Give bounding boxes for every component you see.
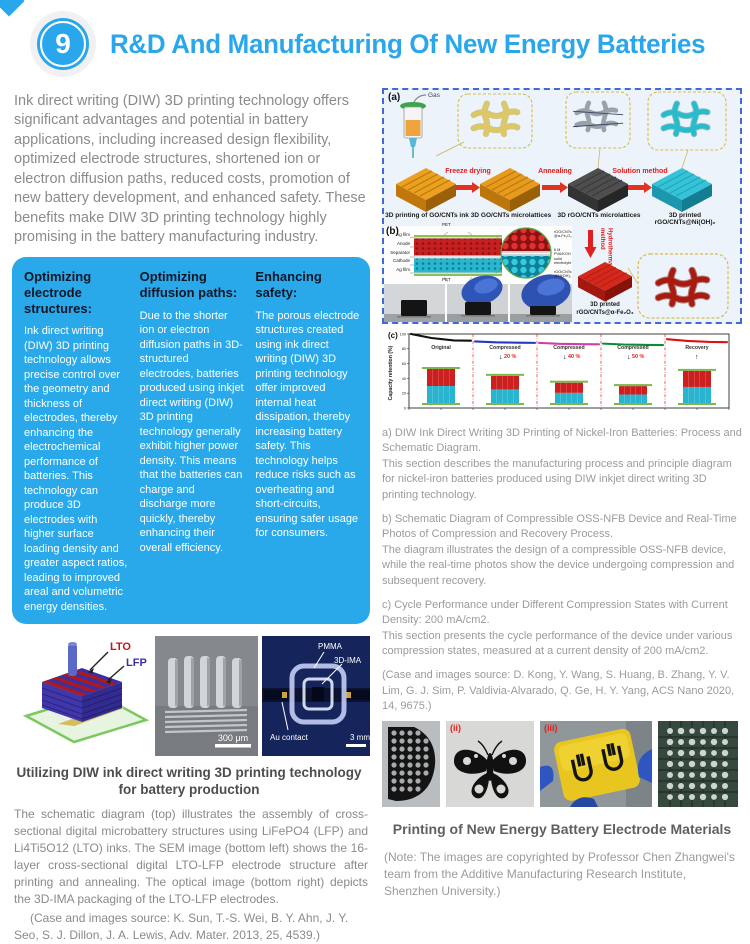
go-sheet-inset (458, 94, 532, 148)
svg-text:↓: ↓ (627, 354, 631, 361)
benefits-box (12, 257, 370, 624)
benefit-body: The porous electrode structures created using ink direct writing (DIW) 3D printing technology offer improved internal heat dissipation, thereby increasing battery safety. This technology helps reduce risks such as overheating and short-circuits, ensuring safer usage for consumers. (255, 309, 360, 540)
svg-text:0: 0 (403, 406, 406, 411)
right-figure-source: (Case and images source: D. Kong, Y. Wang, S. Huang, B. Zhang, Y. V. Lim, G. J. Sim, P. Valdivia-Alvarado, Q. Ge, H. Y. Yang, ACS Nano 2020, 14, 9675.) (382, 669, 735, 713)
print-nozzle (68, 644, 77, 676)
svg-text:↓: ↓ (499, 354, 503, 361)
svg-text:60: 60 (401, 362, 406, 366)
panel-a-label: (a) (388, 92, 401, 103)
svg-text:20 %: 20 % (504, 354, 517, 360)
chart-ylabel: Capacity retention (%) (388, 345, 394, 401)
left-figure-source: (Case and images source: K. Sun, T.-S. Wei, B. Y. Ahn, J. Y. Seo, S. J. Dillon, J. A. Lewis, Adv. Mater. 2013, 25, 4539.) (14, 911, 349, 943)
svg-text:50 %: 50 % (632, 354, 645, 360)
ag-film-bottom-label: Ag film (396, 267, 410, 272)
cycle-performance-chart (382, 328, 740, 420)
au-contact-label: Au contact (270, 733, 308, 743)
description-c-title: c) Cycle Performance under Different Compression States with Current Density: 200 mA/cm2. (382, 598, 728, 627)
page-title: R&D And Manufacturing Of New Energy Batteries (110, 28, 706, 59)
description-c-body: This section presents the cycle performance of the device under various compression states, measured at a current density of 200 mA/cm2. (382, 629, 733, 658)
benefit-body: Due to the shorter ion or electron diffusion paths in 3D-structured electrodes, batteries produced using inkjet direct writing (DIW) 3D printing technology generally exhibit higher power density. This means that the batteries can charge and discharge more quickly, thereby enhancing their overall efficiency. (139, 309, 244, 554)
microlattice-dots-image (658, 721, 738, 807)
sem-scale-label: 300 μm (218, 733, 249, 744)
badge-circle (37, 18, 89, 70)
panel-a (384, 90, 740, 226)
inset-label-nioh2: rGO/CNTs @Ni(OH)₂ (554, 270, 572, 279)
inset-label-fe2o3: rGO/CNTs @α-Fe₂O₃ (554, 230, 572, 239)
bottom-heading: Printing of New Energy Battery Electrode Materials (392, 820, 732, 837)
description-a (382, 426, 742, 503)
right-descriptions (382, 426, 742, 715)
device-stack-schematic (410, 232, 502, 282)
image-tag-iii: (iii) (544, 722, 558, 733)
process-figure-panel (382, 88, 742, 324)
flexible-film-image (540, 721, 652, 807)
syringe-icon (400, 95, 426, 158)
optical-art (262, 636, 370, 756)
svg-text:40 %: 40 % (568, 354, 581, 360)
freeze-drying-arrow-label: Freeze drying (445, 168, 491, 175)
copyright-note: (Note: The images are copyrighted by Professor Chen Zhangwei's team from the Additive Manufacturing Research Institute, Shenzhen University.) (384, 849, 735, 899)
ima-label: 3D-IMA (334, 656, 362, 666)
svg-text:Compressed: Compressed (489, 345, 521, 351)
badge-number: 9 (55, 28, 71, 59)
panel-b (384, 222, 740, 322)
flexible-film-art (540, 721, 652, 807)
red-lattice-inset (628, 254, 728, 318)
panel-a-art (384, 90, 732, 226)
rgo-sheet-inset (566, 92, 630, 148)
panel-b-label: (b) (386, 226, 399, 237)
svg-text:Recovery: Recovery (685, 345, 709, 351)
annealing-arrow-label: Annealing (538, 168, 572, 175)
pet-top-label: PET (442, 222, 451, 227)
description-a-title: a) DIW Ink Direct Writing 3D Printing of Nickel-Iron Batteries: Process and Schematic Diagram. (382, 427, 742, 455)
printed-electrode-images (382, 721, 742, 807)
section-number-badge (30, 11, 96, 77)
photo-original (384, 284, 445, 322)
solution-method-arrow-label: Solution method (612, 168, 668, 175)
panel-c-label: (c) (388, 331, 398, 340)
printed-label-line2: rGO/CNTs@α-Fe₂O₃ (576, 310, 634, 316)
lfp-label: LFP (126, 657, 147, 670)
benefit-column-electrode-structures (24, 269, 129, 614)
description-a-body: This section describes the manufacturing process and principle diagram for nickel-iron batteries produced using DIW inkjet direct writing 3D printing technology. (382, 457, 732, 501)
right-column (382, 86, 742, 944)
anode-label: Anode (396, 241, 410, 246)
inset-label-electrolyte: 6 M PVA/KOH solid electrolyte (554, 248, 572, 266)
left-figure-description: The schematic diagram (top) illustrates the assembly of cross-sectional digital microbattery structures using LiFePO4 (LFP) and Li4Ti5O12 (LTO) inks. The SEM image (bottom left) shows the 16-layer cross-sectional digital LTO-LFP electrode structure after printing and annealing. The optical image (bottom right) depicts the 3D-IMA packaging of the LTO-LFP electrodes. (14, 807, 368, 907)
optical-image (262, 636, 370, 756)
panel-c-chart (382, 328, 742, 420)
intro-paragraph: Ink direct writing (DIW) 3D printing technology offers significant advantages and potential in battery applications, including increased design flexibility, optimized electrode structures, shortened ion or electron diffusion paths, reduced costs, promotion of new battery development, and enhanced safety. These benefits make DIW 3D printing technology highly promising in the battery manufacturing industry. (14, 93, 366, 245)
sem-art (155, 636, 258, 756)
left-figure-caption: Utilizing DIW ink direct writing 3D printing technology for battery production (16, 765, 362, 798)
left-figure-strip (12, 636, 370, 756)
printed-label-line1: 3D printed (590, 302, 620, 308)
nioh2-lattice-inset (648, 92, 726, 150)
separator-label: Separator (390, 250, 410, 255)
description-c (382, 598, 742, 660)
lto-label: LTO (110, 641, 131, 654)
benefit-column-diffusion-paths (140, 269, 245, 614)
pet-bottom-label: PET (442, 277, 451, 282)
svg-text:40: 40 (401, 376, 406, 381)
benefit-heading: Optimizing electrode structures: (24, 269, 92, 316)
svg-text:↑: ↑ (695, 354, 699, 361)
cathode-label: Cathode (392, 258, 410, 263)
svg-text:Compressed: Compressed (617, 345, 649, 351)
description-b-body: The diagram illustrates the design of a compressible OSS-NFB device, while the real-time photos show the device undergoing compression and subsequent recovery. (382, 543, 735, 587)
butterfly-art (446, 721, 534, 807)
svg-text:Original: Original (431, 345, 451, 351)
ag-film-top-label: Ag film (396, 232, 410, 237)
svg-text:Compressed: Compressed (553, 345, 585, 351)
optical-scale-label: 3 mm (350, 733, 370, 743)
step-caption-2: 3D GO/CNTs microlattices (470, 212, 552, 219)
hydrothermal-arrow (585, 230, 597, 258)
gas-label: Gas (428, 92, 440, 99)
svg-text:20: 20 (401, 391, 406, 396)
left-column (8, 86, 370, 944)
benefit-heading: Optimizing diffusion paths: (139, 269, 238, 300)
sem-image (155, 636, 258, 756)
lto-lfp-schematic-art (12, 636, 151, 756)
description-b-title: b) Schematic Diagram of Compressible OSS-NFB Device and Real-Time Photos of Compression and Recovery Process. (382, 512, 737, 541)
printed-mesh-image (382, 721, 440, 807)
svg-text:↓: ↓ (563, 354, 567, 361)
step-caption-1: 3D printing of GO/CNTs ink (385, 212, 469, 219)
description-b (382, 512, 742, 589)
benefit-heading: Enhancing safety: (255, 269, 322, 300)
printed-butterfly-image (446, 721, 534, 807)
benefit-body: Ink direct writing (DIW) 3D printing technology allows precise control over the geometry and thickness of electrodes, thereby enhancing the electrochemical performance of batteries. This technology can produce 3D electrodes with higher surface loading density and greater aspect ratios, leading to improved areal and volumetric energy densities. (24, 325, 128, 613)
pmma-label: PMMA (318, 642, 343, 652)
dots-art (658, 721, 738, 807)
printed-mesh-art (382, 721, 440, 807)
step-caption-3: 3D rGO/CNTs microlattices (557, 212, 641, 219)
svg-text:80: 80 (401, 347, 406, 352)
page-header (0, 0, 750, 80)
benefit-column-safety (255, 269, 360, 614)
step-caption-4: 3D printed rGO/CNTs@Ni(OH)₂ (654, 212, 716, 227)
schematic-lto-lfp-image (12, 636, 151, 756)
hydrothermal-method-label: Hydrothermal method (599, 228, 613, 268)
inset-connectors (436, 142, 688, 168)
svg-text:100: 100 (399, 332, 406, 337)
image-tag-ii: (ii) (450, 722, 461, 733)
